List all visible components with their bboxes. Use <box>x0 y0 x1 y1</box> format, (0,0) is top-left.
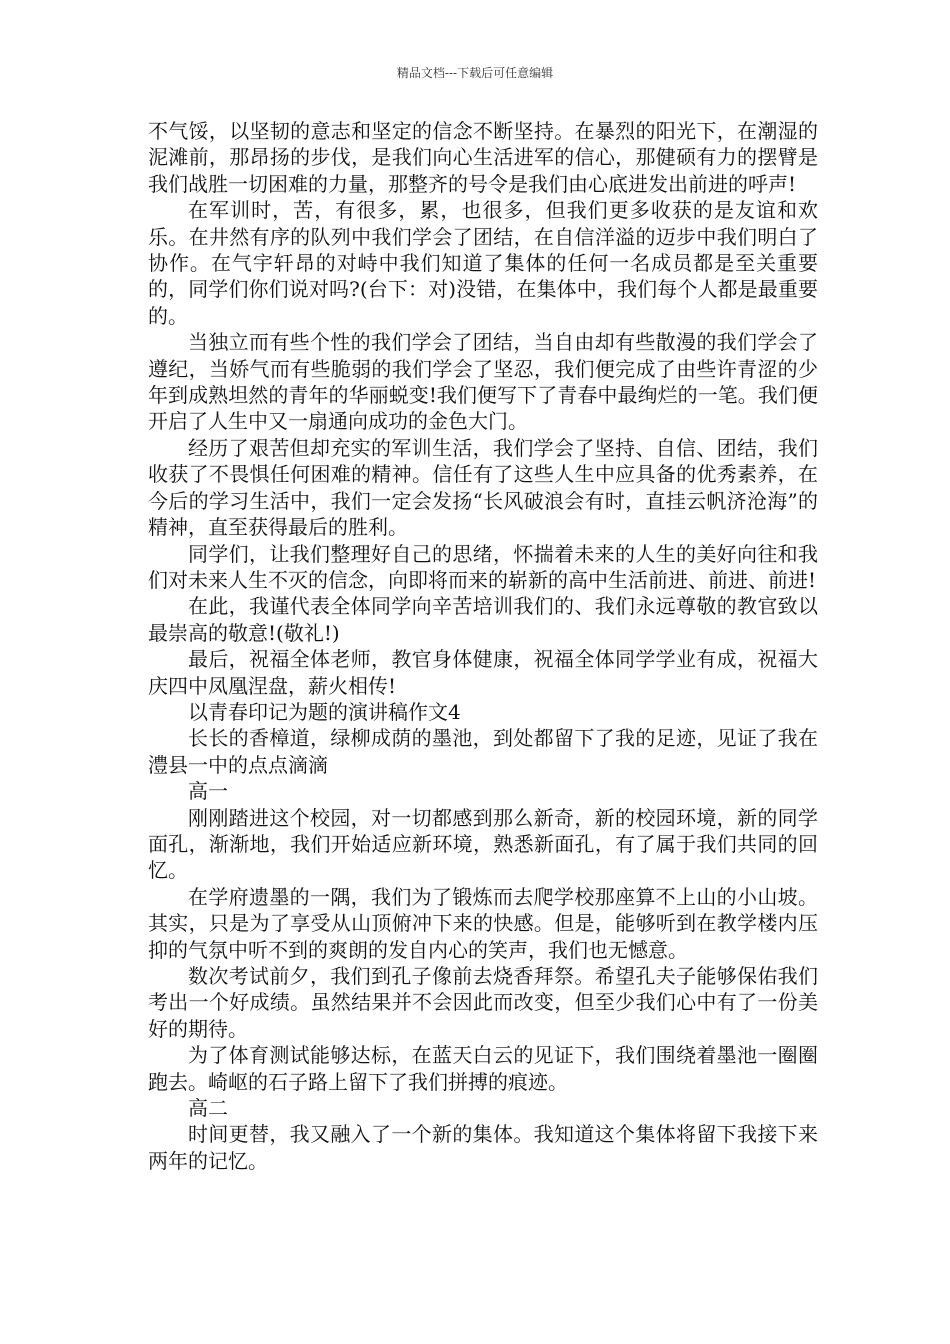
document-body <box>148 118 818 1174</box>
paragraph: 在学府遗墨的一隅，我们为了锻炼而去爬学校那座算不上山的小山坡。其实，只是为了享受从山顶俯冲下来的快感。但是，能够听到在教学楼内压抑的气氛中听不到的爽朗的发自内心的笑声，我们也无憾意。 <box>148 884 818 962</box>
paragraph: 为了体育测试能够达标，在蓝天白云的见证下，我们围绕着墨池一圈圈跑去。崎岖的石子路上留下了我们拼搏的痕迹。 <box>148 1043 818 1094</box>
section-title: 以青春印记为题的演讲稿作文4 <box>188 699 461 724</box>
paragraph: 当独立而有些个性的我们学会了团结，当自由却有些散漫的我们学会了遵纪，当娇气而有些脆弱的我们学会了坚忍，我们便完成了由些许青涩的少年到成熟坦然的青年的华丽蜕变!我们便写下了青春中最绚烂的一笔。我们便开启了人生中又一扇通向成功的金色大门。 <box>148 330 818 434</box>
paragraph: 最后，祝福全体老师，教官身体健康，祝福全体同学学业有成，祝福大庆四中凤凰涅盘，薪火相传! <box>148 647 818 698</box>
paragraph: 时间更替，我又融入了一个新的集体。我知道这个集体将留下我接下来两年的记忆。 <box>148 1122 818 1173</box>
paragraph: 数次考试前夕，我们到孔子像前去烧香拜祭。希望孔夫子能够保佑我们考出一个好成绩。虽然结果并不会因此而改变，但至少我们心中有了一份美好的期待。 <box>148 964 818 1041</box>
paragraph: 同学们，让我们整理好自己的思绪，怀揣着未来的人生的美好向往和我们对未来人生不灭的信念，向即将而来的崭新的高中生活前进、前进、前进! <box>148 541 818 592</box>
paragraph: 在军训时，苦，有很多，累，也很多，但我们更多收获的是友谊和欢乐。在井然有序的队列中我们学会了团结，在自信洋溢的迈步中我们明白了协作。在气宇轩昂的对峙中我们知道了集体的任何一名成员都是至关重要的，同学们你们说对吗?(台下：对)没错，在集体中，我们每个人都是最重要的。 <box>148 198 818 328</box>
paragraph: 长长的香樟道，绿柳成荫的墨池，到处都留下了我的足迹，见证了我在澧县一中的点点滴滴 <box>148 726 818 777</box>
paragraph: 经历了艰苦但却充实的军训生活，我们学会了坚持、自信、团结，我们收获了不畏惧任何困难的精神。信任有了这些人生中应具备的优秀素养，在今后的学习生活中，我们一定会发扬“长风破浪会有时，直挂云帆济沧海”的精神，直至获得最后的胜利。 <box>148 435 818 540</box>
section-heading: 高二 <box>188 1096 228 1121</box>
paragraph: 在此，我谨代表全体同学向辛苦培训我们的、我们永远尊敬的教官致以最崇高的敬意!(敬礼!) <box>148 594 818 645</box>
section-heading: 高一 <box>188 779 228 804</box>
paragraph: 刚刚踏进这个校园，对一切都感到那么新奇，新的校园环境，新的同学面孔，渐渐地，我们开始适应新环境，熟悉新面孔，有了属于我们共同的回忆。 <box>148 805 818 883</box>
page-header: 精品文档---下载后可任意编辑 <box>396 66 554 80</box>
paragraph: 不气馁，以坚韧的意志和坚定的信念不断坚持。在暴烈的阳光下，在潮湿的泥滩前，那昂扬的步伐，是我们向心生活进军的信心，那健硕有力的摆臂是我们战胜一切困难的力量，那整齐的号令是我们由心底进发出前进的呼声! <box>148 119 818 196</box>
